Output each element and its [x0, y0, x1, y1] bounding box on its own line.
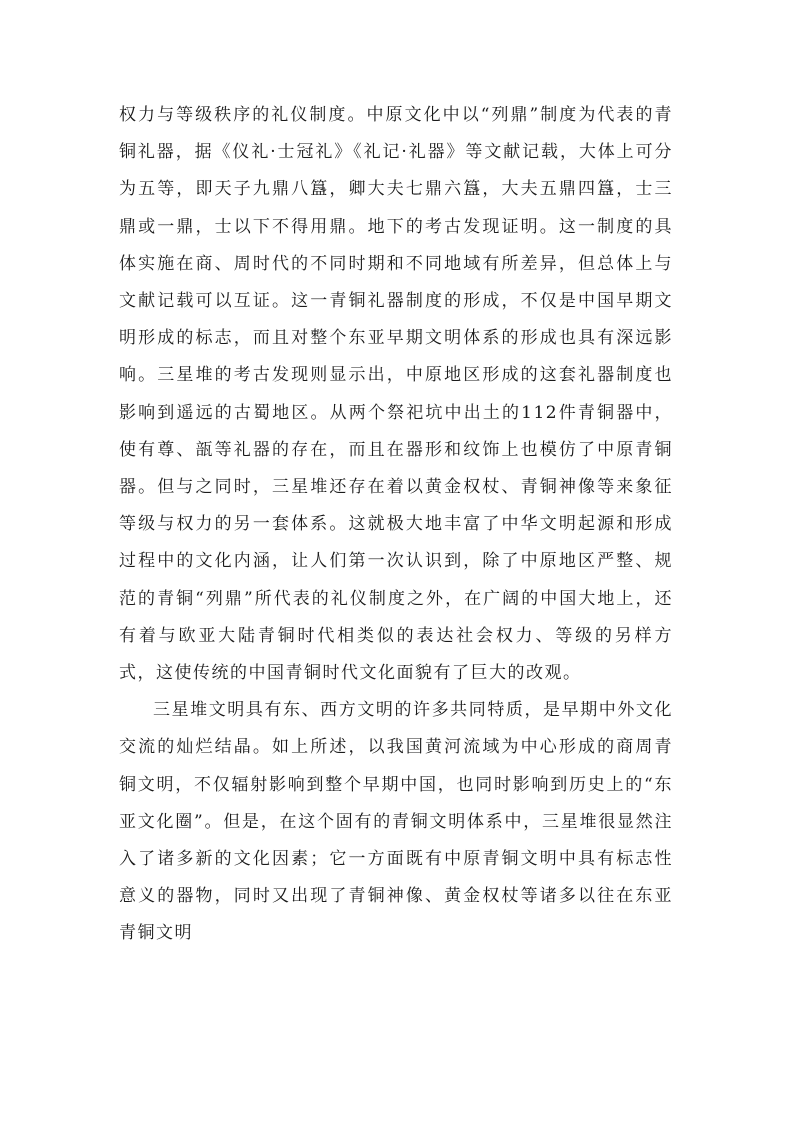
paragraph-1: 权力与等级秩序的礼仪制度。中原文化中以“列鼎”制度为代表的青铜礼器，据《仪礼·士冠礼》《礼记·礼器》等文献记载，大体上可分为五等，即天子九鼎八簋，卿大夫七鼎六簋，大夫五鼎四簋，士三鼎或一鼎，士以下不得用鼎。地下的考古发现证明。这一制度的具体实施在商、周时代的不同时期和不同地域有所差异，但总体上与文献记载可以互证。这一青铜礼器制度的形成，不仅是中国早期文明形成的标志，而且对整个东亚早期文明体系的形成也具有深远影响。三星堆的考古发现则显示出，中原地区形成的这套礼器制度也影响到遥远的古蜀地区。从两个祭祀坑中出土的112件青铜器中，使有尊、瓿等礼器的存在，而且在器形和纹饰上也模仿了中原青铜器。但与之同时，三星堆还存在着以黄金权杖、青铜神像等来象征等级与权力的另一套体系。这就极大地丰富了中华文明起源和形成过程中的文化内涵，让人们第一次认识到，除了中原地区严整、规范的青铜“列鼎”所代表的礼仪制度之外，在广阔的中国大地上，还有着与欧亚大陆青铜时代相类似的表达社会权力、等级的另样方式，这使传统的中国青铜时代文化面貌有了巨大的改观。 — [119, 105, 673, 684]
document-page — [119, 97, 673, 953]
paragraph-2: 三星堆文明具有东、西方文明的许多共同特质，是早期中外文化交流的灿烂结晶。如上所述，以我国黄河流域为中心形成的商周青铜文明，不仅辐射影响到整个早期中国，也同时影响到历史上的“东亚文化圈”。但是，在这个固有的青铜文明体系中，三星堆很显然注入了诸多新的文化因素；它一方面既有中原青铜文明中具有标志性意义的器物，同时又出现了青铜神像、黄金权杖等诸多以往在东亚青铜文明 — [119, 700, 673, 944]
